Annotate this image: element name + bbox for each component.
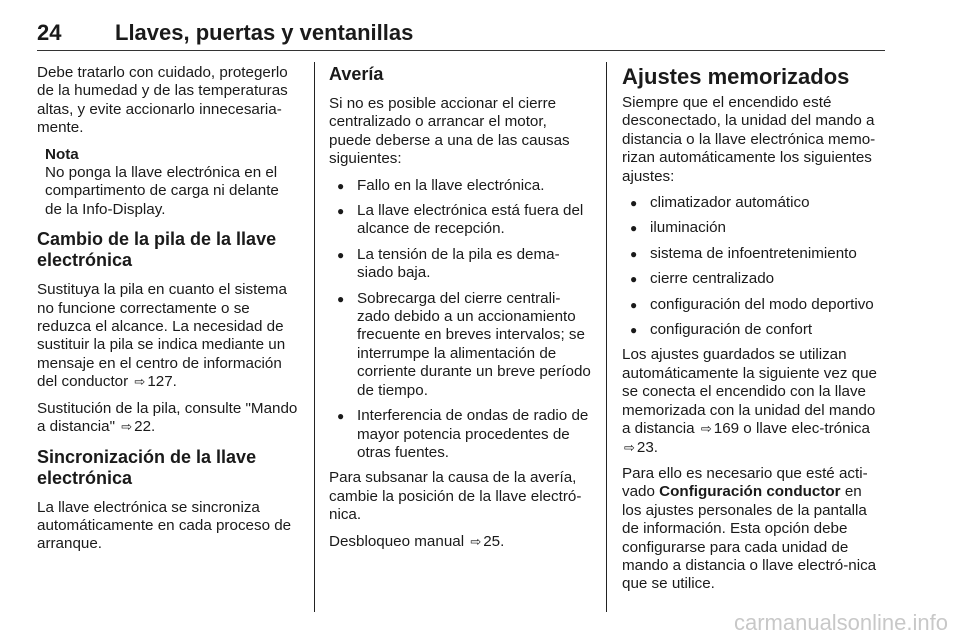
note-box	[37, 146, 299, 220]
chapter-title: Llaves, puertas y ventanillas	[115, 20, 414, 45]
heading-fault: Avería	[329, 64, 384, 84]
list-item: ● La tensión de la pila es dema-siado baja.	[329, 246, 591, 283]
intro-paragraph: Debe tratarlo con cuidado, protegerlo de la humedad y de las temperaturas altas, y evite accionarlo innecesaria-mente.	[37, 64, 288, 137]
heading-memory: Ajustes memorizados	[622, 64, 850, 89]
heading-battery: Cambio de la pila de la llave electrónica	[37, 229, 277, 271]
page-reference-icon: ⇨	[470, 533, 482, 549]
page-number: 24	[37, 20, 62, 45]
list-item: ● iluminación	[622, 219, 885, 237]
saved-settings-paragraph: Los ajustes guardados se utilizan automáticamente la siguiente vez que se conecta el encendido con la llave memorizada con la unidad del mando a distancia ⇨ 169 o llave elec-trónica ⇨ 23.	[622, 346, 877, 456]
note-title: Nota	[45, 145, 79, 163]
column-right	[622, 64, 885, 602]
fault-intro: Si no es posible accionar el cierre centralizado o arrancar el motor, puede deberse a una de las causas siguientes:	[329, 95, 570, 168]
page-reference-icon: ⇨	[134, 374, 146, 390]
setting-name: Configuración conductor	[659, 483, 841, 501]
heading-sync: Sincronización de la llave electrónica	[37, 446, 257, 488]
list-item: ● climatizador automático	[622, 194, 885, 212]
page-reference-icon: ⇨	[700, 421, 712, 437]
fix-paragraph: Para subsanar la causa de la avería, cambie la posición de la llave electró-nica.	[329, 469, 582, 524]
page-reference-icon: ⇨	[624, 439, 635, 455]
battery-paragraph: Sustituya la pila en cuanto el sistema no funcione correctamente o se reduzca el alcance. La necesidad de sustituir la pila se indica mediante un mensaje en el centro de información del conductor ⇨ 127.	[37, 281, 287, 391]
list-item: ● configuración del modo deportivo	[622, 296, 885, 314]
list-item: ● Interferencia de ondas de radio de mayor potencia procedentes de otras fuentes.	[329, 407, 591, 462]
list-item: ● Sobrecarga del cierre centrali-zado debido a un accionamiento frecuente en breves intervalos; se interrumpe la alimentación de corriente durante un breve período de tiempo.	[329, 290, 591, 400]
column-middle	[329, 64, 591, 559]
page-reference-link[interactable]: 25.	[483, 532, 505, 550]
column-left	[37, 64, 299, 562]
column-divider	[314, 62, 315, 612]
list-item: ● cierre centralizado	[622, 270, 885, 288]
manual-unlock-paragraph: Desbloqueo manual ⇨ 25.	[329, 532, 505, 550]
memorized-settings-list	[622, 194, 885, 339]
page-reference-link[interactable]: 127.	[147, 373, 177, 391]
note-text: No ponga la llave electrónica en el compartimento de carga ni delante de la Info-Display.	[45, 164, 279, 218]
activation-paragraph: Para ello es necesario que esté acti-vado Configuración conductor en los ajustes personales de la pantalla de información. Esta opción debe configurarse para cada unidad de mando a distancia o llave electró-nica que se utilice.	[622, 464, 877, 593]
list-item: ● Fallo en la llave electrónica.	[329, 177, 591, 195]
sync-paragraph: La llave electrónica se sincroniza automáticamente en cada proceso de arranque.	[37, 498, 292, 553]
list-item: ● configuración de confort	[622, 321, 885, 339]
watermark: carmanualsonline.info	[733, 610, 948, 635]
fault-causes-list	[329, 177, 591, 463]
list-item: ● sistema de infoentretenimiento	[622, 245, 885, 263]
page-reference-link[interactable]: 23.	[636, 438, 659, 456]
page-reference-icon: ⇨	[121, 419, 133, 435]
page-reference-link[interactable]: 169 o llave elec-trónica	[713, 420, 870, 438]
battery-replacement-paragraph: Sustitución de la pila, consulte "Mando a distancia" ⇨ 22.	[37, 399, 298, 436]
list-item: ● La llave electrónica está fuera del alcance de recepción.	[329, 202, 591, 239]
page-reference-link[interactable]: 22.	[134, 418, 156, 436]
column-divider	[606, 62, 607, 612]
memory-intro: Siempre que el encendido esté desconectado, la unidad del mando a distancia o la llave electrónica memo-rizan automáticamente los siguientes ajustes:	[622, 94, 876, 185]
page-header	[37, 20, 885, 51]
